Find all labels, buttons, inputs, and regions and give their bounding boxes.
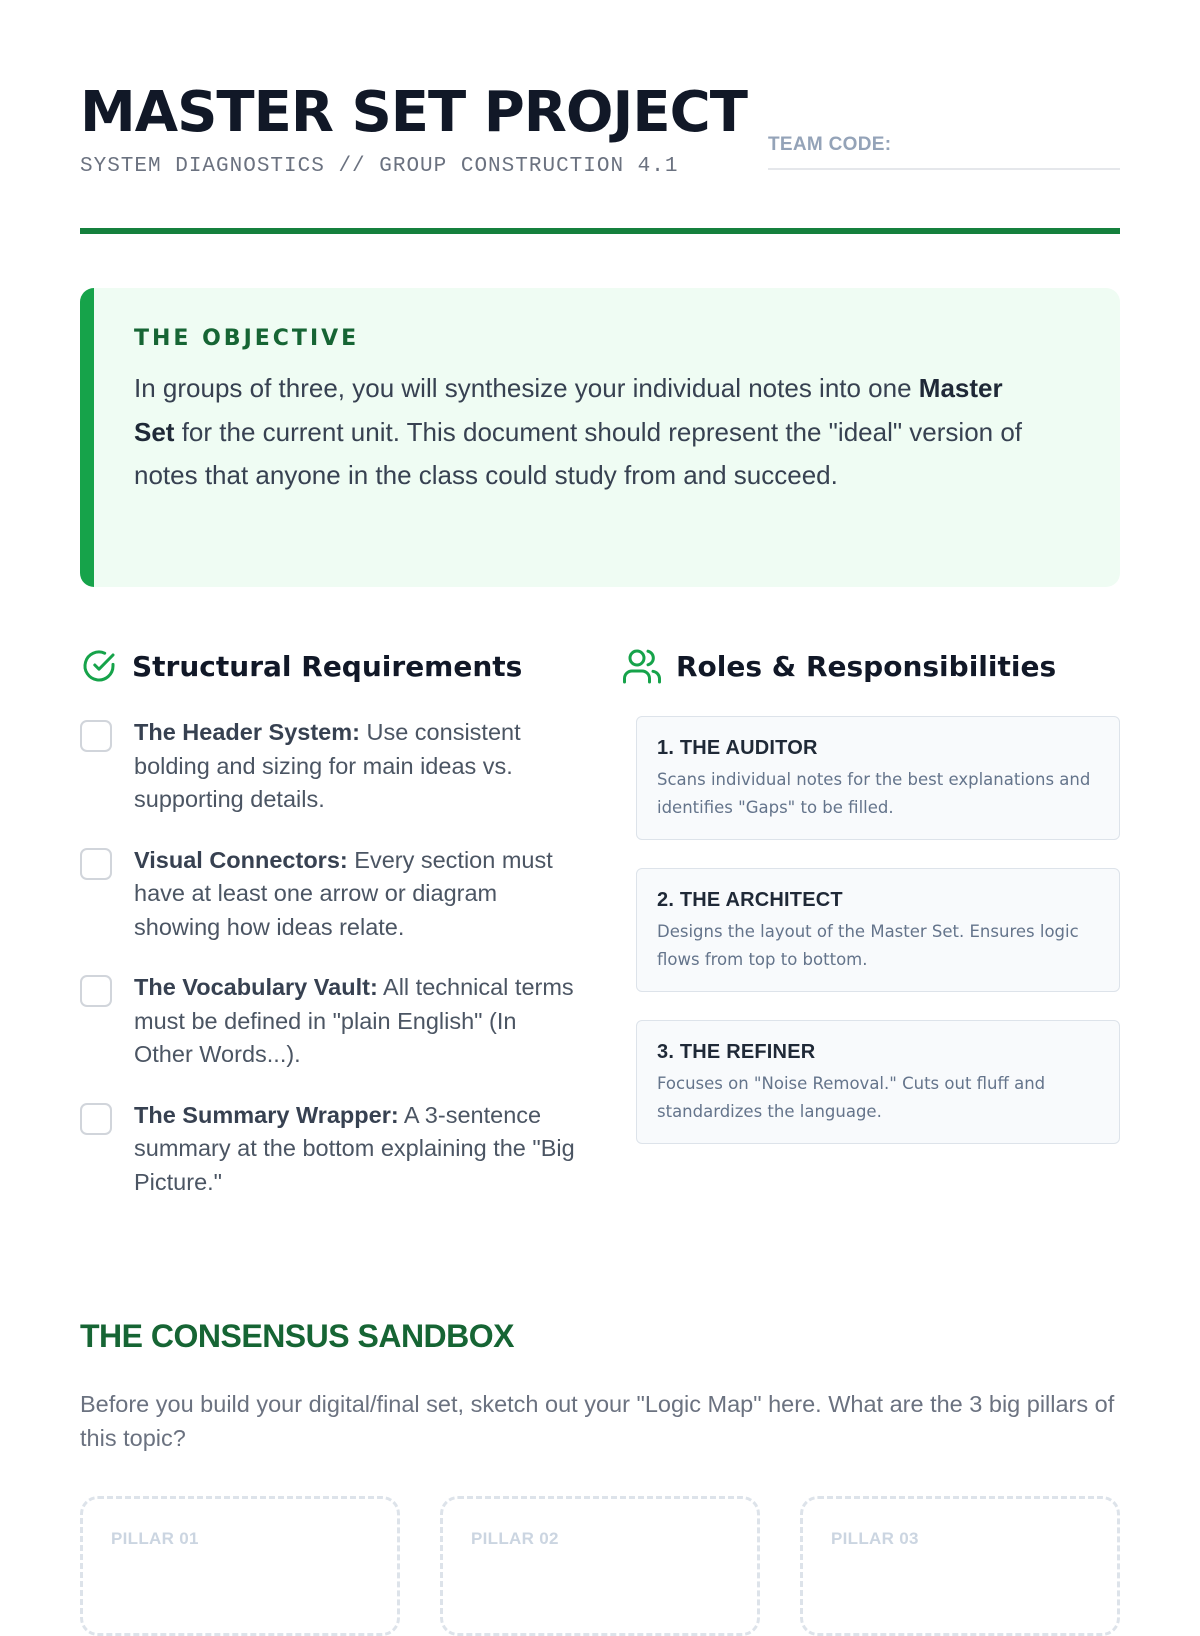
objective-text-bold: Master Set xyxy=(134,373,1003,447)
sandbox-title: THE CONSENSUS SANDBOX xyxy=(80,1318,514,1354)
role-card-refiner xyxy=(636,1020,1120,1144)
roles-heading xyxy=(622,644,1056,688)
page-subtitle: SYSTEM DIAGNOSTICS // GROUP CONSTRUCTION 4.1 xyxy=(80,155,679,178)
header xyxy=(80,78,1120,198)
role-description: Focuses on "Noise Removal." Cuts out fluff and standardizes the language. xyxy=(657,1074,1046,1121)
objective-text xyxy=(134,367,1040,498)
team-code-label: TEAM CODE: xyxy=(768,134,892,155)
requirement-item xyxy=(80,716,580,817)
pillar-box-3[interactable] xyxy=(800,1496,1120,1636)
users-icon xyxy=(622,647,662,685)
objective-callout xyxy=(80,288,1120,587)
pillar-box-1[interactable] xyxy=(80,1496,400,1636)
role-card-architect xyxy=(636,868,1120,992)
requirement-item xyxy=(80,844,580,945)
pillar-box-2[interactable] xyxy=(440,1496,760,1636)
sandbox-instructions: Before you build your digital/final set, sketch out your "Logic Map" here. What are the 3 big pillars of this topic? xyxy=(80,1391,1115,1451)
requirement-label: Visual Connectors: xyxy=(134,846,348,873)
role-title: 1. THE AUDITOR xyxy=(657,737,818,759)
requirement-checkbox[interactable] xyxy=(80,1103,112,1135)
requirement-text: All technical terms must be defined in "plain English" (In Other Words...). xyxy=(134,974,574,1067)
requirement-item xyxy=(80,1099,580,1200)
check-circle-icon xyxy=(80,647,118,685)
objective-text-end: for the current unit. This document should represent the "ideal" version of notes that anyone in the class could study from and succeed. xyxy=(134,416,1023,490)
objective-text-start: In groups of three, you will synthesize your individual notes into one xyxy=(134,373,919,403)
requirements-checklist xyxy=(80,716,580,1226)
requirement-text: Use consistent bolding and sizing for main ideas vs. supporting details. xyxy=(134,719,521,812)
pillar-label: PILLAR 03 xyxy=(831,1529,919,1548)
requirement-label: The Summary Wrapper: xyxy=(134,1101,399,1128)
pillar-label: PILLAR 02 xyxy=(471,1529,559,1548)
pillar-label: PILLAR 01 xyxy=(111,1529,199,1548)
requirement-label: The Vocabulary Vault: xyxy=(134,974,378,1000)
role-title: 2. THE ARCHITECT xyxy=(657,889,843,911)
requirement-checkbox[interactable] xyxy=(80,975,112,1007)
role-description: Scans individual notes for the best explanations and identifies "Gaps" to be filled. xyxy=(657,770,1091,817)
objective-heading: THE OBJECTIVE xyxy=(134,326,360,351)
requirements-title: Structural Requirements xyxy=(132,649,523,683)
team-code-field[interactable] xyxy=(768,134,1120,170)
role-card-auditor xyxy=(636,716,1120,840)
requirements-heading xyxy=(80,644,522,688)
roles-title: Roles & Responsibilities xyxy=(676,649,1057,683)
role-title: 3. THE REFINER xyxy=(657,1041,816,1063)
roles-list xyxy=(636,716,1120,1172)
page-title: MASTER SET PROJECT xyxy=(80,80,747,145)
requirement-text: Every section must have at least one arrow or diagram showing how ideas relate. xyxy=(134,846,553,940)
pillar-boxes xyxy=(80,1496,1120,1636)
requirement-label: The Header System: xyxy=(134,719,360,745)
requirement-checkbox[interactable] xyxy=(80,848,112,880)
role-description: Designs the layout of the Master Set. Ensures logic flows from top to bottom. xyxy=(657,922,1079,969)
requirement-checkbox[interactable] xyxy=(80,720,112,752)
requirement-item xyxy=(80,971,580,1072)
requirement-text: A 3-sentence summary at the bottom explaining the "Big Picture." xyxy=(134,1101,575,1195)
header-divider xyxy=(80,228,1120,234)
